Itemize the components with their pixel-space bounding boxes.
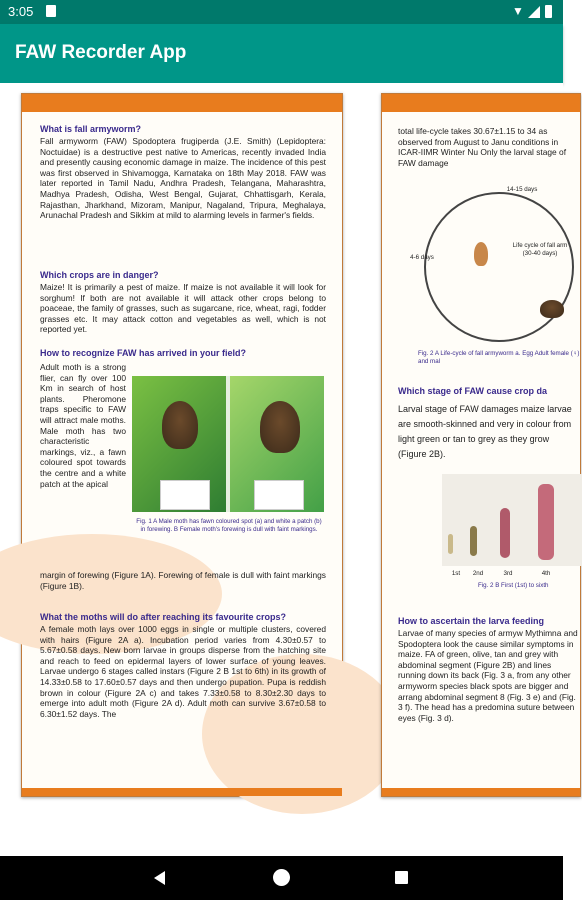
female-moth-image [260, 401, 300, 453]
back-icon[interactable] [154, 871, 165, 885]
heading-crops-in-danger: Which crops are in danger? [40, 270, 159, 280]
cycle-label-left: 4-6 days [410, 254, 434, 261]
larva-label-1: 1st [451, 570, 461, 577]
larva-3 [500, 508, 510, 558]
figure-1-caption: Fig. 1 A Male moth has fawn coloured spot (a) and white a patch (b) in forewing. B Female moth's forewing is dull with faint markings. [136, 518, 322, 533]
sd-card-icon [46, 5, 56, 17]
paragraph-damaging-stage: Larval stage of FAW damages maize larvae are smooth-skinned and very in colour from light green or tan to grey as they grow (Figure 2B). [398, 404, 572, 459]
heading-larva-feeding: How to ascertain the larva feeding [398, 616, 545, 626]
pdf-page-1[interactable] [21, 93, 343, 797]
status-bar [0, 0, 563, 24]
adult-moth-image [540, 300, 564, 318]
status-time: 3:05 [8, 4, 34, 19]
heading-moth-behaviour: What the moths will do after reaching its favourite crops? [40, 612, 287, 622]
male-moth-spread-image [160, 480, 210, 510]
page-header-band [22, 94, 342, 112]
battery-icon [545, 5, 552, 18]
page-footer-band [22, 788, 342, 796]
heading-damaging-stage: Which stage of FAW cause crop da [398, 386, 548, 396]
pupa-image [474, 242, 488, 266]
paragraph-moth-behaviour: A female moth lays over 1000 eggs in single or multiple clusters, covered with hairs (Figure 2A a). Incubation period varies from 4.30±0.57 to 5.67±0.58 days. New born larvae in groups disperse from the hatching site and reach to feed on epidermal layers of lower surface of young leaves. Larvae undergo 6 stages called instars (Figure 2 B 1st to 6th) in its growth of 14.33±0.58 to 17.60±0.57 days and then undergo pupation. Pupa is reddish brown in colour (Figure 2A c) and takes 7.33±0.58 to 8.30±2.30 days to emerge into adult moth (Figure 2A d). Adult moth can survive 3.67±0.58 to 6.30±1.52 days. The [40, 624, 326, 719]
figure-1-moths [132, 376, 324, 512]
larva-1 [448, 534, 453, 554]
paragraph-recognize-faw-cont: margin of forewing (Figure 1A). Forewing of female is dull with faint markings (Figure 1B). [40, 570, 326, 591]
heading-recognize-faw: How to recognize FAW has arrived in your field? [40, 348, 247, 358]
home-icon[interactable] [273, 869, 290, 886]
figure-2b-larvae [442, 474, 582, 566]
cycle-label-center: Life cycle of fall arm (30-40 days) [512, 242, 568, 257]
app-bar [0, 24, 563, 83]
paragraph-larva-feeding: Larvae of many species of armyw Mythimna and Spodoptera look the cause similar symptoms in maize. FA of green, olive, tan and grey with abdominal segment (Figure 2B) and lines running down its back (Fig. 3 a, from any other armyworm species black spots are bigger and arrang abdominal segment 8 (Fig. 3 e) and (Fig. 3 f). The head has a predomina suture between eyes (Fig. 3 d). [398, 628, 578, 723]
paragraph-crops-in-danger: Maize! It is primarily a pest of maize. If maize is not available it will look for sorghum! If both are not available it will attack other crops belong to poaceae, the family of grasses, such as sugarcane, rice, wheat, ragi, fodder grasses etc. It may attack cotton and vegetables as well, which is not reported yet. [40, 282, 326, 335]
app-title: FAW Recorder App [15, 42, 187, 63]
wifi-icon: ▼ [512, 4, 524, 18]
recent-apps-icon[interactable] [395, 871, 408, 884]
figure-2b-caption: Fig. 2 B First (1st) to sixth [478, 582, 549, 589]
larva-4 [538, 484, 554, 560]
larva-2 [470, 526, 477, 556]
paragraph-recognize-faw: Adult moth is a strong flier, can fly over 100 Km in search of host plants. Pheromone traps specific to FAW will attract male moths. Male moth has two characteristic markings, viz., a fawn coloured spot towards the centre and a white patch at the apical [40, 362, 126, 489]
male-moth-image [162, 401, 198, 449]
larva-label-2: 2nd [472, 570, 484, 577]
heading-what-is-faw: What is fall armyworm? [40, 124, 142, 134]
larva-label-4: 4th [541, 570, 551, 577]
larva-label-3: 3rd [503, 570, 513, 577]
female-moth-spread-image [254, 480, 304, 510]
life-cycle-diagram [424, 192, 574, 342]
page-header-band [382, 94, 580, 112]
paragraph-what-is-faw: Fall armyworm (FAW) Spodoptera frugiperda (J.E. Smith) (Lepidoptera: Noctuidae) is a destructive pest native to Americas, recently invaded India and presently causing economic damage in maize. The incidence of this pest was first observed in Shivamogga, Karnataka on 18th May 2018. FAW was later reported in Tamil Nadu, Andhra Pradesh, Telangana, Maharashtra, Madhya Pradesh, Odisha, West Bengal, Gujarat, Chhattisgarh, Kerala, Rajasthan, Jharkhand, Mizoram, Manipur, Nagaland, Tripura, Meghalaya, Arunachal Pradesh and Sikkim at mild to alarming levels in farmer's fields. [40, 136, 326, 221]
navigation-bar [0, 856, 563, 900]
pdf-viewer[interactable] [0, 83, 580, 856]
page-footer-band [382, 788, 580, 796]
figure-2a-caption: Fig. 2 A Life-cycle of fall armyworm a. Egg Adult female (♀) and mal [418, 350, 580, 365]
cycle-label-top: 14-15 days [506, 186, 538, 193]
pdf-page-2[interactable] [381, 93, 581, 797]
paragraph-life-cycle: total life-cycle takes 30.67±1.15 to 34 as observed from August to Janu conditions in ICAR-IIMR Winter Nu Only the larval stage of FAW damage [398, 126, 567, 168]
signal-icon [528, 6, 540, 18]
